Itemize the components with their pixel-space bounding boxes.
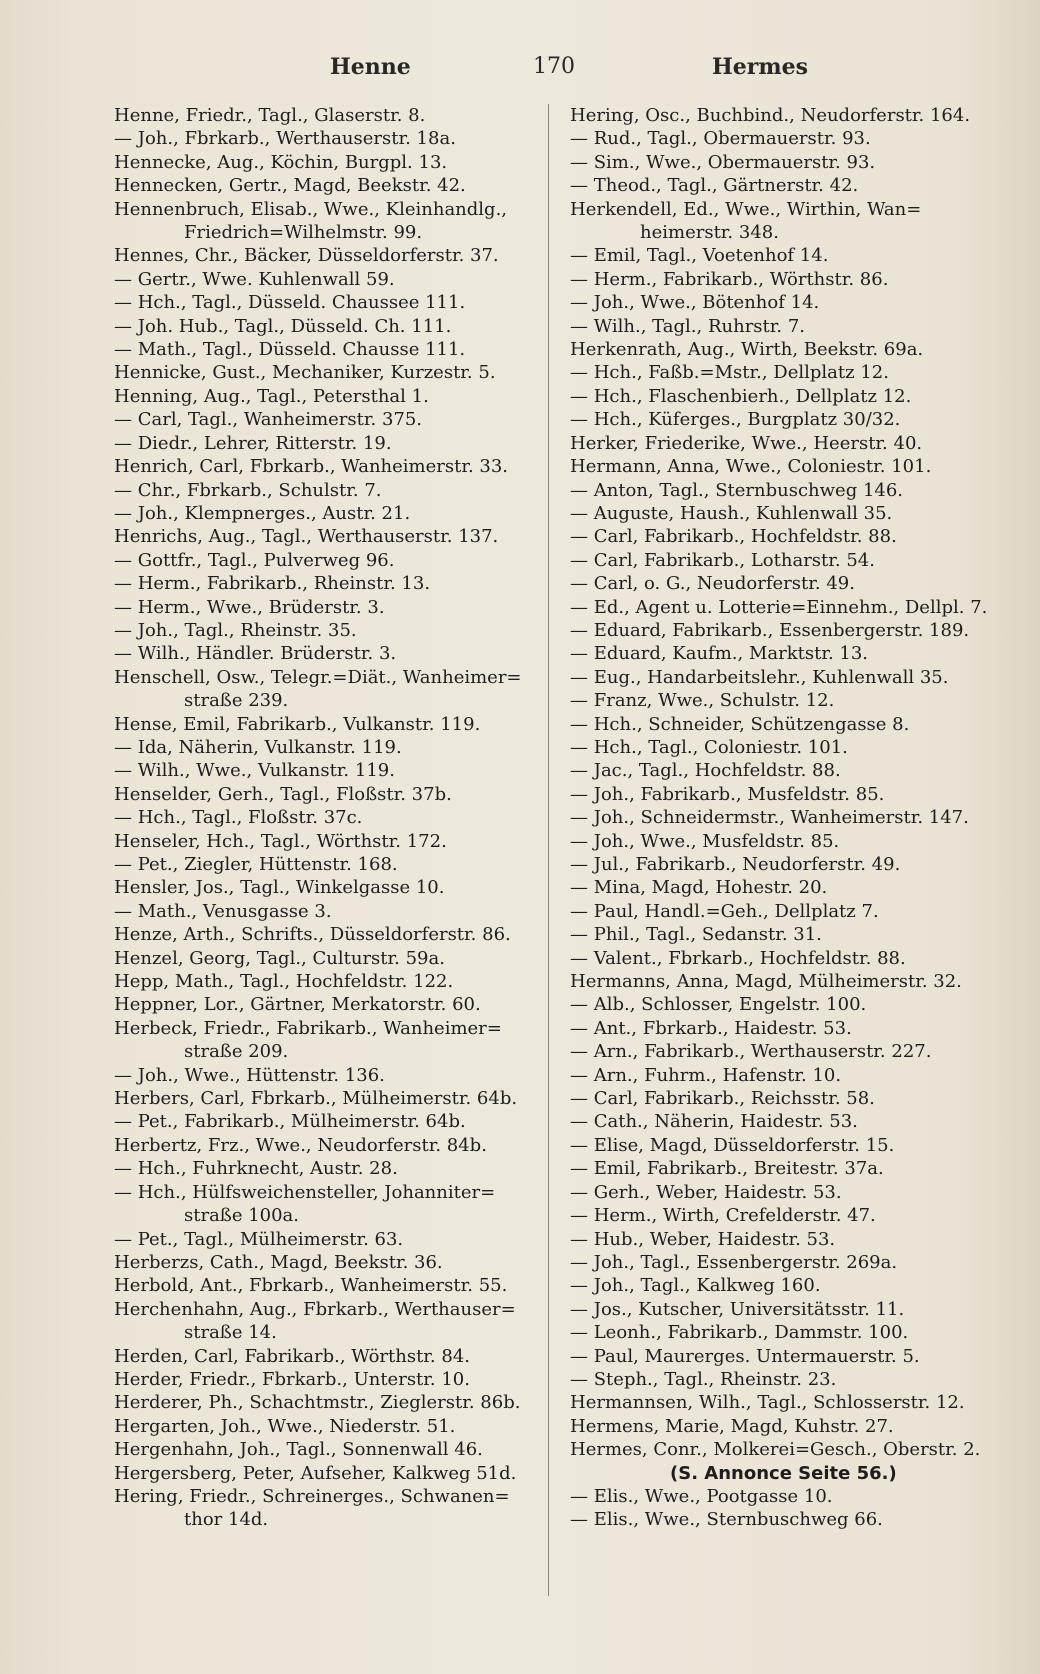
directory-entry: Hermes, Conr., Molkerei=Gesch., Oberstr. 2. bbox=[570, 1439, 981, 1461]
directory-entry: — Jac., Tagl., Hochfeldstr. 88. bbox=[570, 760, 841, 782]
directory-entry: Henze, Arth., Schrifts., Düsseldorferstr. 86. bbox=[114, 924, 511, 946]
directory-entry: — Diedr., Lehrer, Ritterstr. 19. bbox=[114, 432, 392, 454]
header-right-name: Hermes bbox=[712, 54, 809, 80]
directory-entry: Henseler, Hch., Tagl., Wörthstr. 172. bbox=[114, 830, 447, 852]
directory-entry: Herchenhahn, Aug., Fbrkarb., Werthauser= bbox=[114, 1298, 516, 1320]
directory-entry: Hergersberg, Peter, Aufseher, Kalkweg 51d. bbox=[114, 1462, 517, 1484]
directory-entry: Hermens, Marie, Magd, Kuhstr. 27. bbox=[570, 1415, 894, 1437]
entry-continuation: straße 209. bbox=[184, 1041, 289, 1063]
entry-continuation: Friedrich=Wilhelmstr. 99. bbox=[184, 222, 423, 244]
directory-entry: Henrichs, Aug., Tagl., Werthauserstr. 137. bbox=[114, 526, 499, 548]
directory-entry: Hennenbruch, Elisab., Wwe., Kleinhandlg., bbox=[114, 198, 508, 220]
directory-entry: — Pet., Tagl., Mülheimerstr. 63. bbox=[114, 1228, 404, 1250]
directory-entry: — Pet., Ziegler, Hüttenstr. 168. bbox=[114, 854, 398, 875]
directory-entry: — Alb., Schlosser, Engelstr. 100. bbox=[570, 994, 867, 1016]
directory-entry: — Hch., Tagl., Floßstr. 37c. bbox=[114, 807, 363, 829]
directory-entry: — Joh., Fbrkarb., Werthauserstr. 18a. bbox=[114, 128, 456, 150]
directory-entry: — Carl, Fabrikarb., Reichsstr. 58. bbox=[570, 1088, 875, 1110]
directory-entry: — Hch., Küferges., Burgplatz 30/32. bbox=[570, 409, 901, 431]
directory-entry: — Joh., Tagl., Kalkweg 160. bbox=[570, 1275, 821, 1297]
directory-entry: — Elise, Magd, Düsseldorferstr. 15. bbox=[570, 1134, 895, 1156]
directory-entry: Herbers, Carl, Fbrkarb., Mülheimerstr. 64b. bbox=[114, 1088, 518, 1110]
directory-entry: — Hch., Schneider, Schützengasse 8. bbox=[570, 713, 910, 735]
directory-entry: — Joh., Wwe., Musfeldstr. 85. bbox=[570, 830, 840, 852]
directory-entry: — Leonh., Fabrikarb., Dammstr. 100. bbox=[570, 1322, 909, 1344]
directory-entry: Hering, Osc., Buchbind., Neudorferstr. 164. bbox=[570, 105, 971, 126]
directory-entry: — Sim., Wwe., Obermauerstr. 93. bbox=[570, 151, 876, 173]
directory-entry: — Paul, Maurerges. Untermauerstr. 5. bbox=[570, 1345, 920, 1367]
directory-entry: Henselder, Gerh., Tagl., Floßstr. 37b. bbox=[114, 783, 452, 805]
directory-entry: — Ed., Agent u. Lotterie=Einnehm., Dellpl. 7. bbox=[570, 596, 988, 618]
directory-entry: Herkendell, Ed., Wwe., Wirthin, Wan= bbox=[570, 198, 922, 220]
directory-entry: — Emil, Fabrikarb., Breitestr. 37a. bbox=[570, 1158, 884, 1180]
directory-entry: — Wilh., Wwe., Vulkanstr. 119. bbox=[114, 760, 395, 782]
directory-entry: — Jul., Fabrikarb., Neudorferstr. 49. bbox=[570, 854, 901, 875]
directory-entry: — Hch., Flaschenbierh., Dellplatz 12. bbox=[570, 385, 912, 407]
directory-entry: Herberzs, Cath., Magd, Beekstr. 36. bbox=[114, 1251, 443, 1273]
directory-entry: — Valent., Fbrkarb., Hochfeldstr. 88. bbox=[570, 947, 906, 969]
directory-entry: Herderer, Ph., Schachtmstr., Zieglerstr. 86b. bbox=[114, 1392, 521, 1414]
directory-entry: — Jos., Kutscher, Universitätsstr. 11. bbox=[570, 1298, 905, 1320]
directory-entry: Hennes, Chr., Bäcker, Düsseldorferstr. 37. bbox=[114, 245, 499, 267]
directory-entry: — Paul, Handl.=Geh., Dellplatz 7. bbox=[570, 900, 879, 922]
directory-entry: — Gottfr., Tagl., Pulverweg 96. bbox=[114, 549, 395, 571]
directory-entry: — Joh. Hub., Tagl., Düsseld. Ch. 111. bbox=[114, 315, 452, 337]
directory-entry: Hering, Friedr., Schreinerges., Schwanen= bbox=[114, 1485, 510, 1507]
directory-entry: — Wilh., Händler. Brüderstr. 3. bbox=[114, 643, 397, 665]
directory-entry: — Auguste, Haush., Kuhlenwall 35. bbox=[570, 502, 893, 524]
directory-entry: — Theod., Tagl., Gärtnerstr. 42. bbox=[570, 175, 859, 197]
right-column bbox=[570, 104, 1032, 1532]
directory-entry: Hense, Emil, Fabrikarb., Vulkanstr. 119. bbox=[114, 713, 481, 735]
directory-entry: — Joh., Tagl., Rheinstr. 35. bbox=[114, 619, 357, 641]
directory-entry: — Carl, Fabrikarb., Lotharstr. 54. bbox=[570, 549, 875, 571]
directory-entry: Hepp, Math., Tagl., Hochfeldstr. 122. bbox=[114, 971, 454, 993]
directory-entry: Hergenhahn, Joh., Tagl., Sonnenwall 46. bbox=[114, 1439, 483, 1461]
directory-entry: — Carl, o. G., Neudorferstr. 49. bbox=[570, 573, 855, 595]
directory-entry: Henzel, Georg, Tagl., Culturstr. 59a. bbox=[114, 947, 445, 969]
directory-entry: — Gerh., Weber, Haidestr. 53. bbox=[570, 1181, 842, 1203]
page-header bbox=[0, 48, 1040, 88]
directory-entry: — Anton, Tagl., Sternbuschweg 146. bbox=[570, 479, 904, 501]
directory-entry: Henschell, Osw., Telegr.=Diät., Wanheimer= bbox=[114, 666, 522, 688]
directory-entry: — Eduard, Fabrikarb., Essenbergerstr. 189. bbox=[570, 619, 970, 641]
directory-entry: — Franz, Wwe., Schulstr. 12. bbox=[570, 690, 835, 712]
directory-entry: Hermann, Anna, Wwe., Coloniestr. 101. bbox=[570, 456, 932, 478]
entry-continuation: heimerstr. 348. bbox=[640, 222, 779, 244]
directory-entry: Henne, Friedr., Tagl., Glaserstr. 8. bbox=[114, 105, 426, 126]
header-left-name: Henne bbox=[330, 54, 411, 80]
directory-entry: — Hub., Weber, Haidestr. 53. bbox=[570, 1228, 836, 1250]
directory-entry: — Hch., Tagl., Coloniestr. 101. bbox=[570, 736, 848, 758]
directory-entry: — Steph., Tagl., Rheinstr. 23. bbox=[570, 1368, 837, 1390]
directory-entry: — Joh., Wwe., Hüttenstr. 136. bbox=[114, 1064, 385, 1086]
directory-entry: — Rud., Tagl., Obermauerstr. 93. bbox=[570, 128, 871, 150]
directory-entry: — Math., Venusgasse 3. bbox=[114, 900, 332, 922]
directory-entry: Henrich, Carl, Fbrkarb., Wanheimerstr. 33. bbox=[114, 456, 509, 478]
directory-entry: — Herm., Wirth, Crefelderstr. 47. bbox=[570, 1205, 876, 1227]
directory-entry: — Hch., Fuhrknecht, Austr. 28. bbox=[114, 1158, 398, 1180]
directory-entry: — Wilh., Tagl., Ruhrstr. 7. bbox=[570, 315, 806, 337]
entry-continuation: thor 14d. bbox=[184, 1509, 269, 1531]
directory-entry: — Herm., Wwe., Brüderstr. 3. bbox=[114, 596, 385, 618]
directory-entry: Herkenrath, Aug., Wirth, Beekstr. 69a. bbox=[570, 339, 924, 361]
directory-entry: Herbold, Ant., Fbrkarb., Wanheimerstr. 55. bbox=[114, 1275, 508, 1297]
directory-entry: — Phil., Tagl., Sedanstr. 31. bbox=[570, 924, 822, 946]
directory-entry: — Eug., Handarbeitslehr., Kuhlenwall 35. bbox=[570, 666, 949, 688]
directory-entry: — Hch., Faßb.=Mstr., Dellplatz 12. bbox=[570, 362, 889, 384]
directory-entry: Herker, Friederike, Wwe., Heerstr. 40. bbox=[570, 432, 923, 454]
directory-entry: — Eduard, Kaufm., Marktstr. 13. bbox=[570, 643, 869, 665]
left-column bbox=[114, 104, 542, 1532]
directory-entry: — Arn., Fabrikarb., Werthauserstr. 227. bbox=[570, 1041, 932, 1063]
directory-entry: — Ida, Näherin, Vulkanstr. 119. bbox=[114, 736, 402, 758]
directory-entry: — Carl, Tagl., Wanheimerstr. 375. bbox=[114, 409, 423, 431]
directory-entry: Herden, Carl, Fabrikarb., Wörthstr. 84. bbox=[114, 1345, 471, 1367]
directory-entry: Hermanns, Anna, Magd, Mülheimerstr. 32. bbox=[570, 971, 962, 993]
directory-entry: Hermannsen, Wilh., Tagl., Schlosserstr. 12. bbox=[570, 1392, 965, 1414]
directory-entry: — Emil, Tagl., Voetenhof 14. bbox=[570, 245, 829, 267]
directory-entry: — Herm., Fabrikarb., Wörthstr. 86. bbox=[570, 268, 889, 290]
directory-entry: — Math., Tagl., Düsseld. Chausse 111. bbox=[114, 339, 466, 361]
directory-entry: Herder, Friedr., Fbrkarb., Unterstr. 10. bbox=[114, 1368, 470, 1390]
directory-entry: Hennecken, Gertr., Magd, Beekstr. 42. bbox=[114, 175, 466, 197]
directory-entry: Heppner, Lor., Gärtner, Merkatorstr. 60. bbox=[114, 994, 481, 1016]
directory-entry: Hergarten, Joh., Wwe., Niederstr. 51. bbox=[114, 1415, 456, 1437]
page-number: 170 bbox=[533, 54, 575, 79]
directory-entry: — Chr., Fbrkarb., Schulstr. 7. bbox=[114, 479, 382, 501]
directory-entry: Hennecke, Aug., Köchin, Burgpl. 13. bbox=[114, 151, 448, 173]
directory-entry: — Joh., Klempnerges., Austr. 21. bbox=[114, 502, 411, 524]
directory-entry: — Gertr., Wwe. Kuhlenwall 59. bbox=[114, 268, 395, 290]
directory-entry: Herbertz, Frz., Wwe., Neudorferstr. 84b. bbox=[114, 1134, 487, 1156]
directory-entry: — Joh., Schneidermstr., Wanheimerstr. 147. bbox=[570, 807, 969, 829]
directory-entry: Herbeck, Friedr., Fabrikarb., Wanheimer= bbox=[114, 1017, 502, 1039]
directory-entry: — Mina, Magd, Hohestr. 20. bbox=[570, 877, 828, 899]
directory-entry: — Ant., Fbrkarb., Haidestr. 53. bbox=[570, 1017, 852, 1039]
directory-entry: — Carl, Fabrikarb., Hochfeldstr. 88. bbox=[570, 526, 897, 548]
directory-entry: — Joh., Wwe., Bötenhof 14. bbox=[570, 292, 820, 314]
entry-continuation: straße 14. bbox=[184, 1322, 277, 1344]
directory-entry: — Hch., Tagl., Düsseld. Chaussee 111. bbox=[114, 292, 466, 314]
entry-continuation: straße 239. bbox=[184, 690, 289, 712]
directory-entry: — Herm., Fabrikarb., Rheinstr. 13. bbox=[114, 573, 431, 595]
directory-entry: — Elis., Wwe., Sternbuschweg 66. bbox=[570, 1509, 883, 1531]
directory-entry: Hennicke, Gust., Mechaniker, Kurzestr. 5. bbox=[114, 362, 496, 384]
directory-entry: — Cath., Näherin, Haidestr. 53. bbox=[570, 1111, 858, 1133]
directory-entry: Henning, Aug., Tagl., Petersthal 1. bbox=[114, 385, 429, 407]
column-divider bbox=[548, 104, 549, 1596]
directory-entry: — Joh., Fabrikarb., Musfeldstr. 85. bbox=[570, 783, 885, 805]
directory-entry: — Hch., Hülfsweichensteller, Johanniter= bbox=[114, 1181, 496, 1203]
directory-entry: — Arn., Fuhrm., Hafenstr. 10. bbox=[570, 1064, 842, 1086]
directory-entry: — Joh., Tagl., Essenbergerstr. 269a. bbox=[570, 1251, 898, 1273]
entry-continuation: straße 100a. bbox=[184, 1205, 300, 1227]
directory-entry: — Elis., Wwe., Pootgasse 10. bbox=[570, 1485, 833, 1507]
annonce-reference: (S. Annonce Seite 56.) bbox=[670, 1462, 897, 1484]
directory-entry: — Pet., Fabrikarb., Mülheimerstr. 64b. bbox=[114, 1111, 466, 1133]
directory-entry: Hensler, Jos., Tagl., Winkelgasse 10. bbox=[114, 877, 445, 899]
